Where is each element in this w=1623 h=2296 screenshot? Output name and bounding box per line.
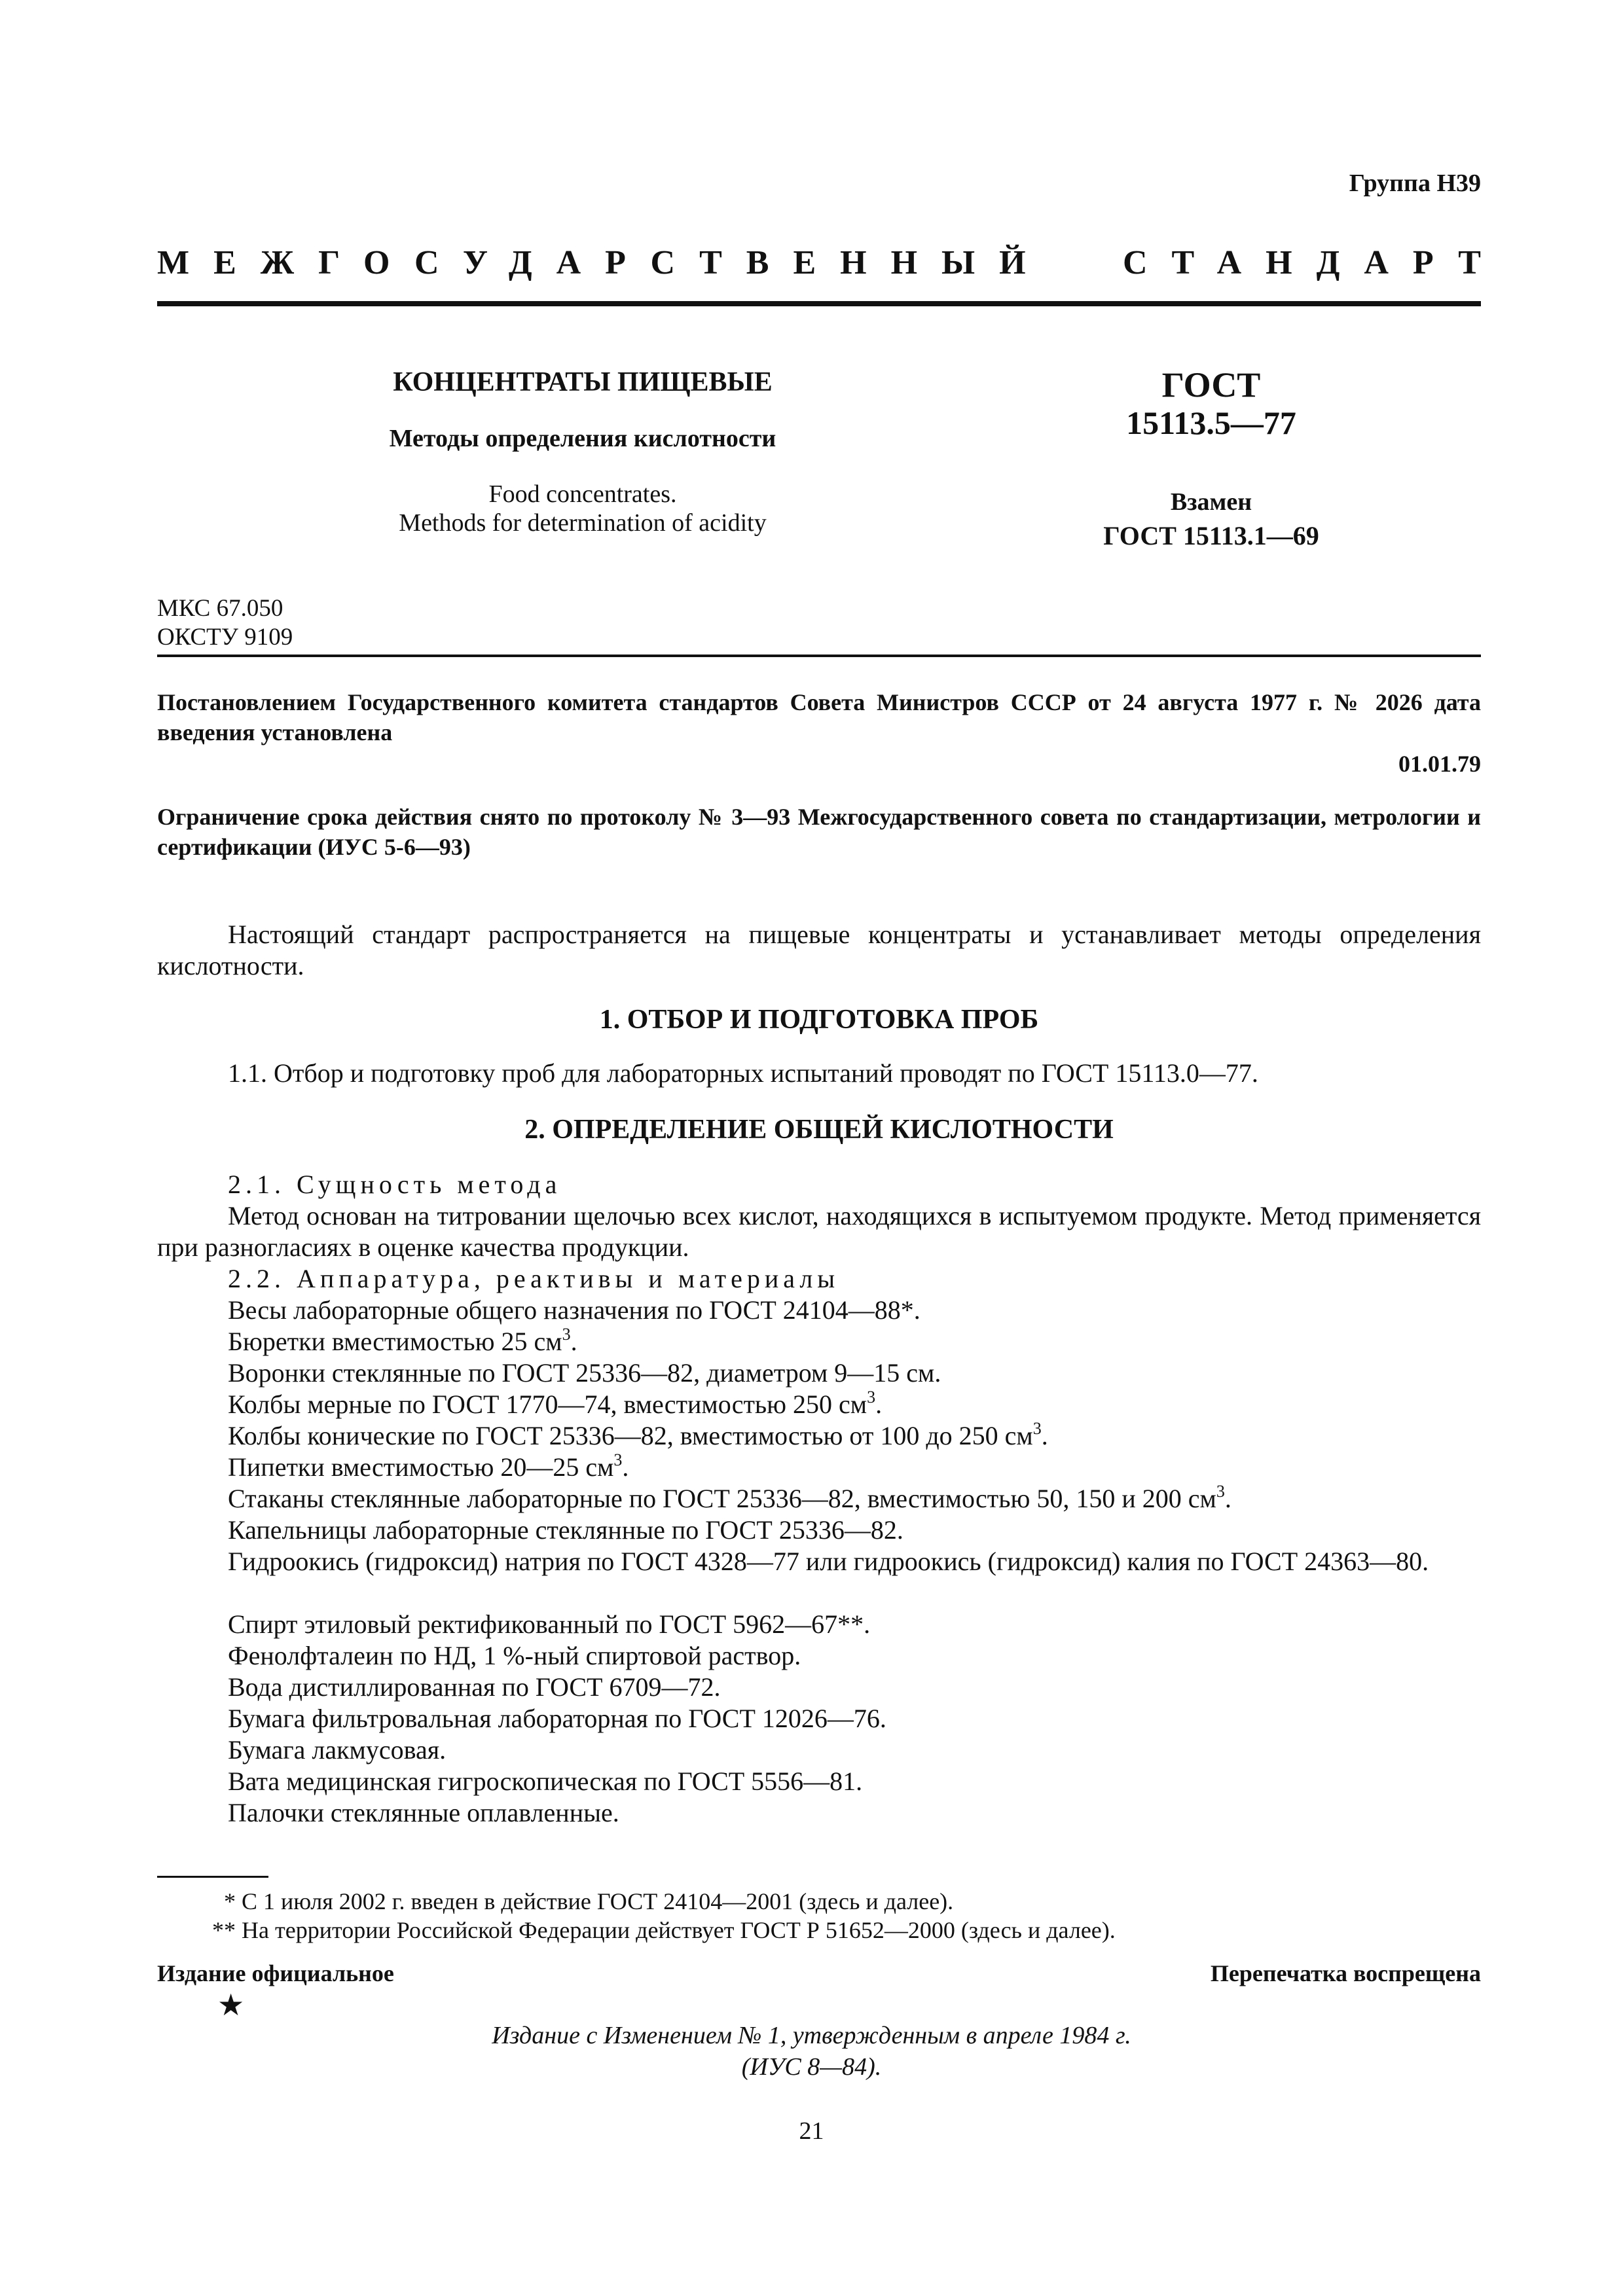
paragraph-2-2-title: 2.2. Аппаратура, реактивы и материалы <box>228 1264 840 1293</box>
gost-label: ГОСТ <box>1161 365 1261 404</box>
item-cotton-wool: Вата медицинская гигроскопическая по ГОСТ 5556—81. <box>228 1767 863 1796</box>
footnote-1: * С 1 июля 2002 г. введен в действие ГОСТ 24104—2001 (здесь и далее). <box>224 1888 954 1914</box>
item-filter-paper: Бумага фильтровальная лабораторная по ГОСТ 12026—76. <box>228 1704 886 1733</box>
replaces-label: Взамен <box>1170 488 1252 516</box>
standard-banner <box>157 243 1505 282</box>
amendment-line2: (ИУС 8—84). <box>741 2053 882 2081</box>
title-block <box>347 367 818 537</box>
header-rule <box>157 301 1481 306</box>
item-litmus-paper: Бумага лакмусовая. <box>228 1735 447 1765</box>
mks-code: МКС 67.050 <box>157 595 283 622</box>
group-code: Группа Н39 <box>1349 170 1481 197</box>
decree-text: Постановлением Государственного комитета стандартов Совета Министров СССР от 24 августа 1977 г. № 2026 дата введения установлена <box>157 689 1481 745</box>
item-droppers: Капельницы лабораторные стеклянные по ГОСТ 25336—82. <box>228 1515 903 1545</box>
item-burettes: Бюретки вместимостью 25 $см^3$. <box>228 1324 577 1356</box>
section-2-heading: 2. ОПРЕДЕЛЕНИЕ ОБЩЕЙ КИСЛОТНОСТИ <box>524 1115 1114 1145</box>
okstu-code: ОКСТУ 9109 <box>157 624 293 651</box>
intro-paragraph: Настоящий стандарт распространяется на пищевые концентраты и устанавливает методы определения кислотности. <box>157 920 1481 980</box>
reprint-prohibited: Перепечатка воспрещена <box>1210 1960 1481 1986</box>
gost-number: 15113.5—77 <box>1126 404 1296 441</box>
footnote-rule <box>157 1876 268 1878</box>
gost-designation <box>1034 367 1388 551</box>
limitation-note: Ограничение срока действия снято по протоколу № 3—93 Межгосударственного совета по стандартизации, метрологии и сертификации (ИУС 5-6—93) <box>157 804 1481 860</box>
official-edition: Издание официальное <box>157 1960 394 1986</box>
english-title-line2: Methods for determination of acidity <box>399 509 767 537</box>
document-subtitle: Методы определения кислотности <box>389 425 776 452</box>
section-1-heading: 1. ОТБОР И ПОДГОТОВКА ПРОБ <box>599 1005 1039 1035</box>
banner-word-standard: СТАНДАРТ <box>1122 244 1505 281</box>
paragraph-2-1-title: 2.1. Сущность метода <box>228 1170 562 1199</box>
paragraph-2-1-text: Метод основан на титровании щелочью всех кислот, находящихся в испытуемом продукте. Метод применяется при разногласиях в оценке качества продукции. <box>157 1201 1481 1262</box>
item-phenolphthalein: Фенолфталеин по НД, 1 %-ный спиртовой раствор. <box>228 1641 801 1670</box>
english-title <box>347 480 818 537</box>
item-ethanol: Спирт этиловый ректификованный по ГОСТ 5962—67**. <box>228 1609 871 1639</box>
item-distilled-water: Вода дистиллированная по ГОСТ 6709—72. <box>228 1672 721 1702</box>
english-title-line1: Food concentrates. <box>488 480 677 508</box>
item-scales: Весы лабораторные общего назначения по ГОСТ 24104—88*. <box>228 1295 921 1325</box>
codes-rule <box>157 655 1481 657</box>
page-number: 21 <box>799 2117 824 2145</box>
footnote-2: ** На территории Российской Федерации действует ГОСТ Р 51652—2000 (здесь и далее). <box>212 1917 1116 1943</box>
document-title: КОНЦЕНТРАТЫ ПИЩЕВЫЕ <box>393 367 773 397</box>
amendment-line1: Издание с Изменением № 1, утвержденным в апреле 1984 г. <box>492 2022 1131 2049</box>
item-hydroxide: Гидроокись (гидроксид) натрия по ГОСТ 4328—77 или гидроокись (гидроксид) калия по ГОСТ 24363—80. <box>228 1547 1429 1576</box>
item-beakers: Стаканы стеклянные лабораторные по ГОСТ 25336—82, вместимостью 50, 150 и 200 $см^3$. <box>228 1481 1231 1513</box>
classification-codes <box>157 594 293 652</box>
item-conical-flasks: Колбы конические по ГОСТ 25336—82, вместимостью от 100 до 250 $см^3$. <box>228 1418 1048 1450</box>
amendment-note <box>393 2020 1230 2083</box>
item-volumetric-flasks: Колбы мерные по ГОСТ 1770—74, вместимостью 250 $см^3$. <box>228 1387 883 1419</box>
replaces-number: ГОСТ 15113.1—69 <box>1103 520 1319 550</box>
item-glass-rods: Палочки стеклянные оплавленные. <box>228 1798 619 1827</box>
paragraph-1-1: 1.1. Отбор и подготовку проб для лабораторных испытаний проводят по ГОСТ 15113.0—77. <box>228 1058 1258 1088</box>
item-funnels: Воронки стеклянные по ГОСТ 25336—82, диаметром 9—15 см. <box>228 1358 941 1388</box>
star-icon: ★ <box>217 1988 245 2022</box>
item-pipettes: Пипетки вместимостью 20—25 $см^3$. <box>228 1450 629 1482</box>
banner-word-interstate: МЕЖГОСУДАРСТВЕННЫЙ <box>157 244 1050 281</box>
introduction-date: 01.01.79 <box>1398 751 1481 777</box>
